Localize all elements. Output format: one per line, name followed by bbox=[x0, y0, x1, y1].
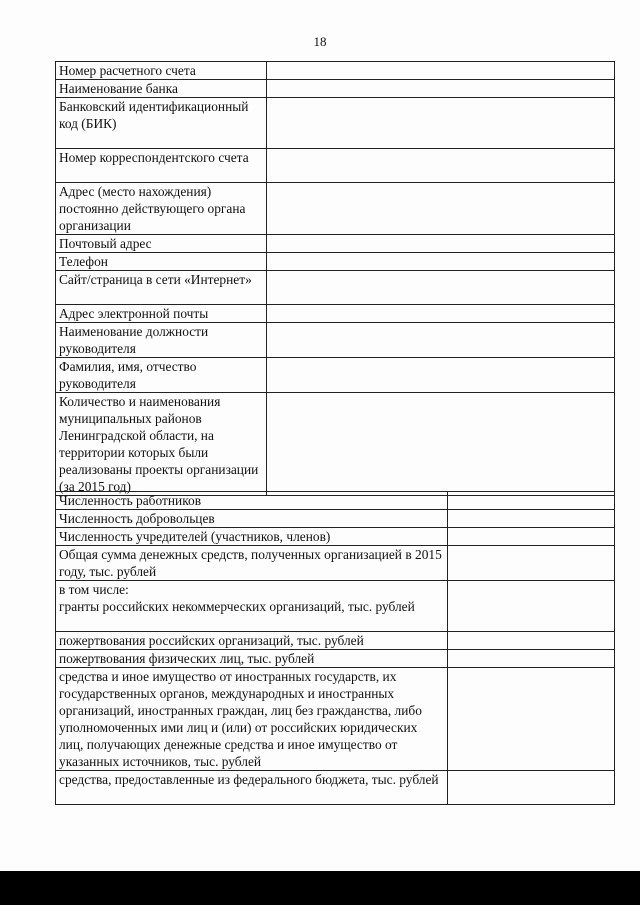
value-cell-volunteers[interactable] bbox=[448, 510, 615, 528]
table-row bbox=[56, 149, 615, 183]
table-row bbox=[56, 305, 615, 323]
row-label-email: Адрес электронной почты bbox=[56, 305, 267, 323]
row-label-foreign-funds: средства и иное имущество от иностранных государств, их государственных органов, международных и иностранных организаций, иностранных граждан, лиц без гражданства, либо уполномоченных ими лиц и (или) от российских юридических лиц, получающих денежные средства и иное имущество от указанных источников, тыс. рублей bbox=[56, 668, 448, 771]
grants-label: гранты российских некоммерческих организаций, тыс. рублей bbox=[59, 599, 415, 614]
row-label-bik: Банковский идентификационный код (БИК) bbox=[56, 98, 267, 149]
table-row bbox=[56, 528, 615, 546]
value-cell-foreign-funds[interactable] bbox=[448, 668, 615, 771]
value-cell-website[interactable] bbox=[267, 271, 615, 305]
table-row bbox=[56, 62, 615, 80]
row-label-postal-address: Почтовый адрес bbox=[56, 235, 267, 253]
row-label-employees: Численность работников bbox=[56, 492, 448, 510]
value-cell-legal-address[interactable] bbox=[267, 183, 615, 235]
value-cell-employees[interactable] bbox=[448, 492, 615, 510]
page-number: 18 bbox=[313, 34, 327, 49]
row-label-founders: Численность учредителей (участников, членов) bbox=[56, 528, 448, 546]
organization-statistics-table bbox=[55, 491, 615, 805]
table-row bbox=[56, 771, 615, 805]
table-row bbox=[56, 510, 615, 528]
value-cell-head-name[interactable] bbox=[267, 358, 615, 393]
row-label-correspondent-account: Номер корреспондентского счета bbox=[56, 149, 267, 183]
value-cell-donations-organizations[interactable] bbox=[448, 632, 615, 650]
value-cell-bik[interactable] bbox=[267, 98, 615, 149]
including-label: в том числе: bbox=[59, 582, 129, 597]
value-cell-phone[interactable] bbox=[267, 253, 615, 271]
value-cell-founders[interactable] bbox=[448, 528, 615, 546]
table-row bbox=[56, 546, 615, 581]
table-row bbox=[56, 650, 615, 668]
value-cell-grants[interactable] bbox=[448, 581, 615, 632]
organization-details-table bbox=[55, 61, 615, 496]
table-row bbox=[56, 393, 615, 496]
table-row bbox=[56, 668, 615, 771]
value-cell-postal-address[interactable] bbox=[267, 235, 615, 253]
row-label-website: Сайт/страница в сети «Интернет» bbox=[56, 271, 267, 305]
row-label-bank-name: Наименование банка bbox=[56, 80, 267, 98]
row-label-federal-budget: средства, предоставленные из федерального бюджета, тыс. рублей bbox=[56, 771, 448, 805]
value-cell-correspondent-account[interactable] bbox=[267, 149, 615, 183]
value-cell-bank-name[interactable] bbox=[267, 80, 615, 98]
row-label-donations-individuals: пожертвования физических лиц, тыс. рублей bbox=[56, 650, 448, 668]
table-row bbox=[56, 98, 615, 149]
scan-bottom-border bbox=[0, 871, 640, 905]
row-label-grants bbox=[56, 581, 448, 632]
value-cell-settlement-account[interactable] bbox=[267, 62, 615, 80]
row-label-volunteers: Численность добровольцев bbox=[56, 510, 448, 528]
table-row bbox=[56, 358, 615, 393]
value-cell-email[interactable] bbox=[267, 305, 615, 323]
value-cell-municipal-districts[interactable] bbox=[267, 393, 615, 496]
value-cell-donations-individuals[interactable] bbox=[448, 650, 615, 668]
row-label-head-position: Наименование должности руководителя bbox=[56, 323, 267, 358]
row-label-donations-organizations: пожертвования российских организаций, тыс. рублей bbox=[56, 632, 448, 650]
value-cell-head-position[interactable] bbox=[267, 323, 615, 358]
table-row bbox=[56, 183, 615, 235]
table-row bbox=[56, 235, 615, 253]
row-label-legal-address: Адрес (место нахождения) постоянно действующего органа организации bbox=[56, 183, 267, 235]
row-label-phone: Телефон bbox=[56, 253, 267, 271]
row-label-head-name: Фамилия, имя, отчество руководителя bbox=[56, 358, 267, 393]
table-row bbox=[56, 492, 615, 510]
table-row bbox=[56, 632, 615, 650]
table-row bbox=[56, 581, 615, 632]
value-cell-federal-budget[interactable] bbox=[448, 771, 615, 805]
value-cell-total-funds[interactable] bbox=[448, 546, 615, 581]
row-label-settlement-account: Номер расчетного счета bbox=[56, 62, 267, 80]
row-label-municipal-districts: Количество и наименования муниципальных районов Ленинградской области, на территории которых были реализованы проекты организации (за 2015 год) bbox=[56, 393, 267, 496]
table-row bbox=[56, 323, 615, 358]
table-row bbox=[56, 271, 615, 305]
table-row bbox=[56, 253, 615, 271]
table-row bbox=[56, 80, 615, 98]
row-label-total-funds: Общая сумма денежных средств, полученных организацией в 2015 году, тыс. рублей bbox=[56, 546, 448, 581]
